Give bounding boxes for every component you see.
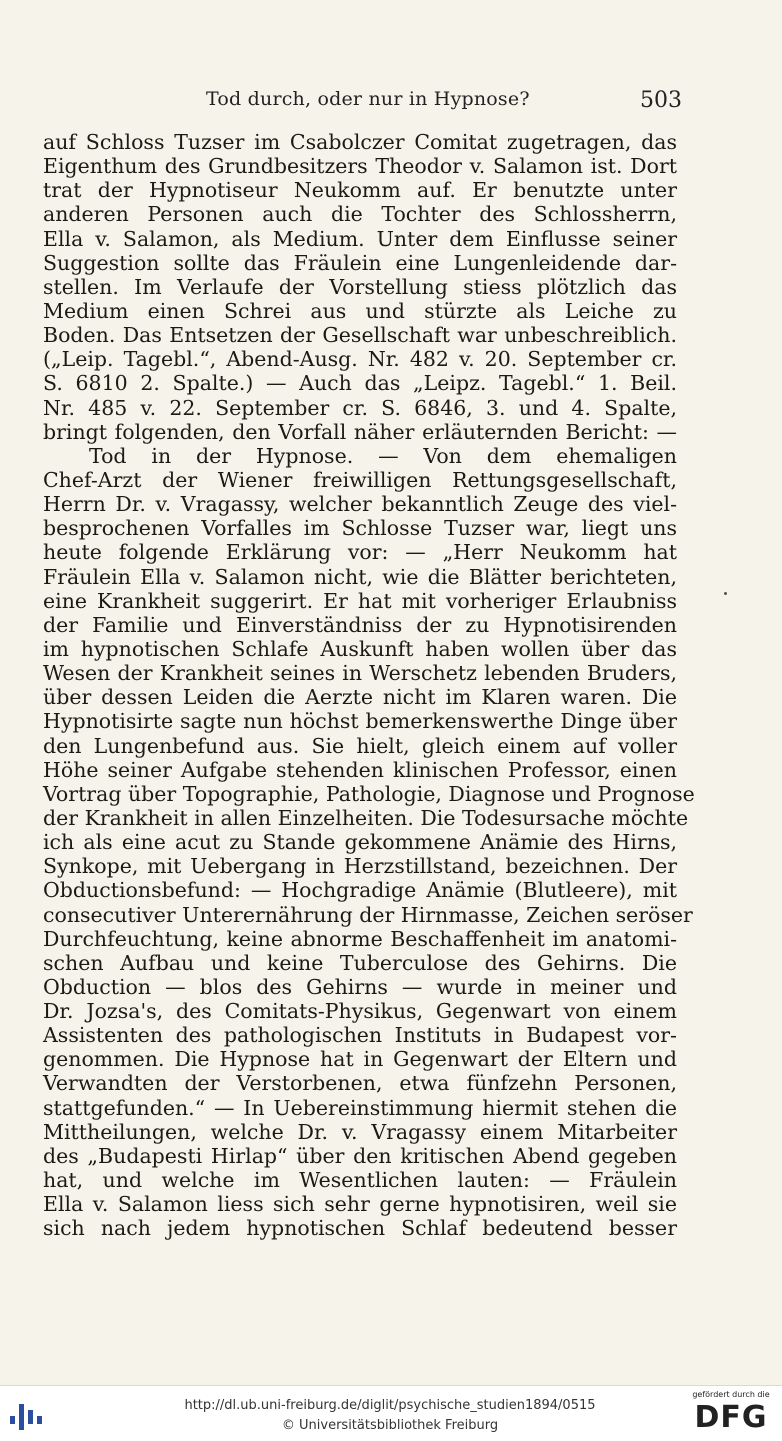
running-title: Tod durch, oder nur in Hypnose?	[206, 88, 530, 110]
text-line: Assistenten des pathologischen Instituts in Budapest vor-	[43, 1023, 677, 1048]
body-text	[43, 130, 695, 1241]
dfg-logo	[688, 1390, 774, 1438]
text-line: der Familie und Einverständniss der zu Hypnotisirenden	[43, 612, 677, 637]
text-line: auf Schloss Tuzser im Csabolczer Comitat zugetragen, das	[43, 130, 677, 154]
text-line: Fräulein Ella v. Salamon nicht, wie die Blätter berichteten,	[43, 564, 677, 589]
text-line: anderen Personen auch die Tochter des Schlossherrn,	[43, 202, 677, 227]
text-line: Hypnotisirte sagte nun höchst bemerkenswerthe Dinge über	[43, 709, 677, 734]
text-line: Durchfeuchtung, keine abnorme Beschaffenheit im anatomi-	[43, 926, 677, 951]
text-line: Chef-Arzt der Wiener freiwilligen Rettungsgesellschaft,	[43, 467, 677, 492]
source-url-link[interactable]: http://dl.ub.uni-freiburg.de/diglit/psychische_studien1894/0515	[184, 1398, 596, 1413]
text-line: Ella v. Salamon liess sich sehr gerne hypnotisiren, weil sie	[43, 1192, 677, 1217]
text-line: im hypnotischen Schlafe Auskunft haben wollen über das	[43, 636, 677, 661]
text-line: des „Budapesti Hirlap“ über den kritischen Abend gegeben	[43, 1143, 677, 1168]
text-line: sich nach jedem hypnotischen Schlaf bedeutend besser	[43, 1216, 677, 1241]
text-line: genommen. Die Hypnose hat in Gegenwart der Eltern und	[43, 1047, 677, 1072]
dfg-wordmark: DFG	[694, 1400, 768, 1435]
text-line: trat der Hypnotiseur Neukomm auf. Er benutzte unter	[43, 178, 677, 203]
page-number: 503	[640, 88, 682, 113]
text-line: Tod in der Hypnose. — Von dem ehemaligen	[89, 443, 677, 468]
dfg-funding-caption: gefördert durch die	[692, 1390, 770, 1399]
text-line: Vortrag über Topographie, Pathologie, Diagnose und Prognose	[43, 781, 695, 806]
text-line: Suggestion sollte das Fräulein eine Lungenleidende dar-	[43, 250, 677, 275]
text-line: Nr. 485 v. 22. September cr. S. 6846, 3. und 4. Spalte,	[43, 395, 677, 420]
text-line: Obduction — blos des Gehirns — wurde in meiner und	[43, 974, 677, 999]
text-line: der Krankheit in allen Einzelheiten. Die Todesursache möchte	[43, 805, 689, 830]
text-line: bringt folgenden, den Vorfall näher erläuternden Bericht: —	[43, 419, 677, 444]
text-line: Höhe seiner Aufgabe stehenden klinischen Professor, einen	[43, 757, 677, 782]
text-line: Mittheilungen, welche Dr. v. Vragassy einem Mitarbeiter	[43, 1119, 677, 1144]
viewer-footer	[0, 1385, 782, 1441]
text-line: schen Aufbau und keine Tuberculose des Gehirns. Die	[43, 950, 677, 975]
text-line: Boden. Das Entsetzen der Gesellschaft war unbeschreiblich.	[43, 323, 677, 348]
text-line: eine Krankheit suggerirt. Er hat mit vorheriger Erlaubniss	[43, 588, 677, 613]
text-line: Synkope, mit Uebergang in Herzstillstand, bezeichnen. Der	[43, 854, 677, 879]
text-line: Medium einen Schrei aus und stürzte als Leiche zu	[43, 298, 677, 323]
text-line: S. 6810 2. Spalte.) — Auch das „Leipz. Tagebl.“ 1. Beil.	[43, 371, 677, 396]
text-line: über dessen Leiden die Aerzte nicht im Klaren waren. Die	[43, 685, 677, 710]
page-header	[0, 88, 782, 118]
text-line: besprochenen Vorfalles im Schlosse Tuzser war, liegt uns	[43, 516, 677, 541]
text-line: Eigenthum des Grundbesitzers Theodor v. Salamon ist. Dort	[43, 154, 677, 179]
text-line: Verwandten der Verstorbenen, etwa fünfzehn Personen,	[43, 1071, 677, 1096]
paper-speck	[724, 592, 727, 595]
text-line: consecutiver Unterernährung der Hirnmasse, Zeichen seröser	[43, 902, 693, 927]
text-line: Obductionsbefund: — Hochgradige Anämie (Blutleere), mit	[43, 878, 677, 903]
text-line: („Leip. Tagebl.“, Abend-Ausg. Nr. 482 v. 20. September cr.	[43, 347, 677, 372]
text-line: ich als eine acut zu Stande gekommene Anämie des Hirns,	[43, 830, 677, 855]
library-logo-icon	[10, 1404, 50, 1430]
text-line: Herrn Dr. v. Vragassy, welcher bekanntlich Zeuge des viel-	[43, 492, 677, 517]
text-line: den Lungenbefund aus. Sie hielt, gleich einem auf voller	[43, 733, 677, 758]
text-line: stattgefunden.“ — In Uebereinstimmung hiermit stehen die	[43, 1095, 677, 1120]
text-line: Dr. Jozsa's, des Comitats-Physikus, Gegenwart von einem	[43, 999, 677, 1024]
text-line: Ella v. Salamon, als Medium. Unter dem Einflusse seiner	[43, 226, 677, 251]
text-line: Wesen der Krankheit seines in Werschetz lebenden Bruders,	[43, 661, 677, 686]
text-line: stellen. Im Verlaufe der Vorstellung stiess plötzlich das	[43, 274, 677, 299]
text-line: hat, und welche im Wesentlichen lauten: — Fräulein	[43, 1168, 677, 1193]
copyright-notice: © Universitätsbibliothek Freiburg	[281, 1418, 499, 1433]
text-line: heute folgende Erklärung vor: — „Herr Neukomm hat	[43, 540, 677, 565]
